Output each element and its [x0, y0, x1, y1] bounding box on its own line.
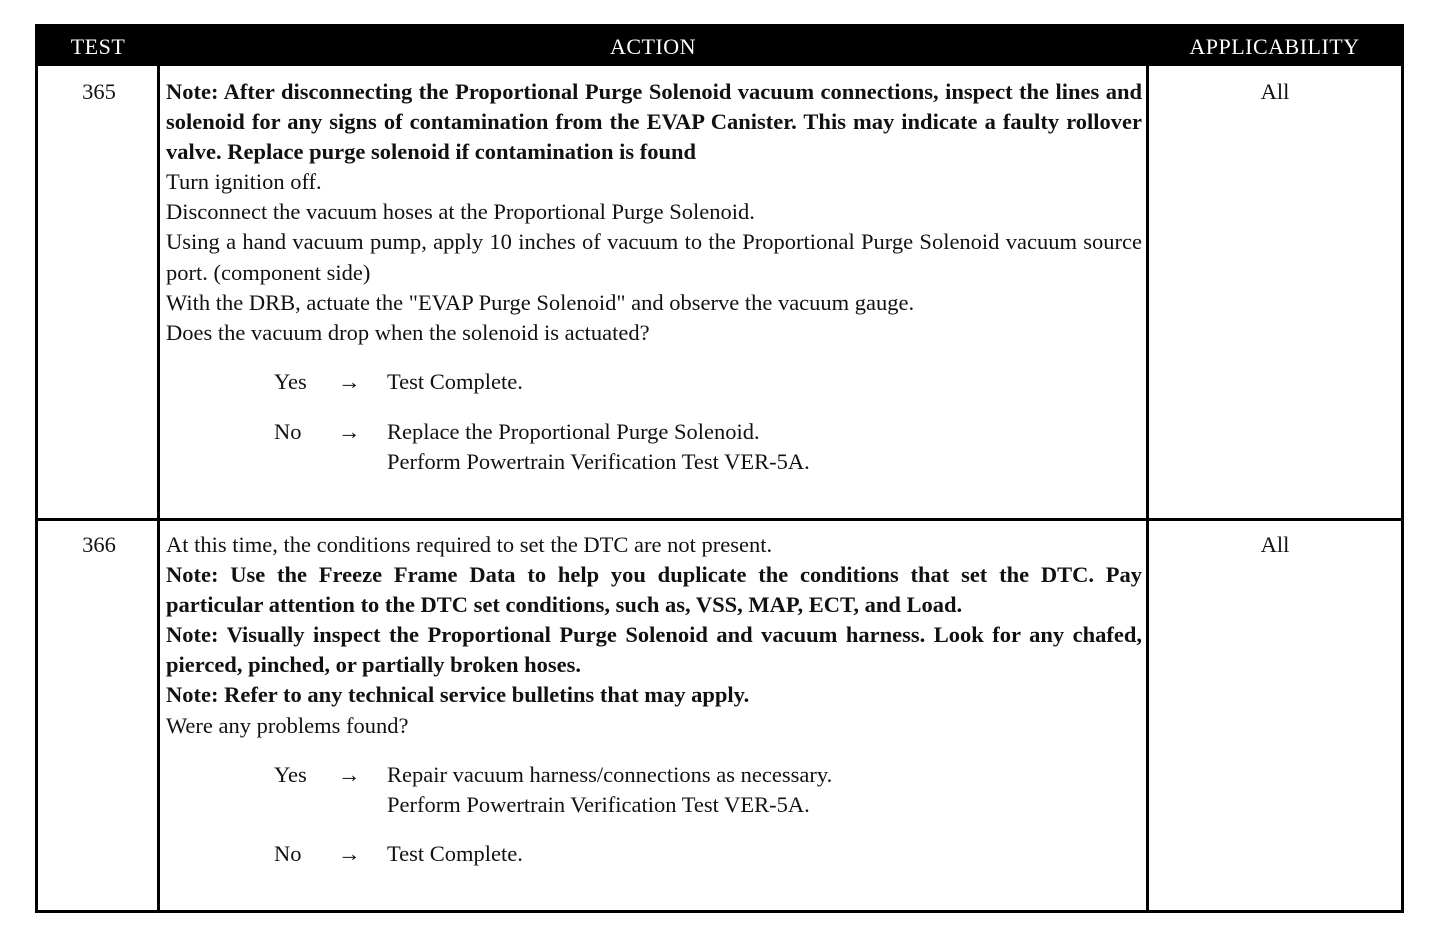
row-divider: [38, 518, 1401, 521]
applicability-value: All: [1260, 532, 1290, 557]
no-branch: [166, 839, 1142, 869]
arrow-right-icon: →: [338, 840, 361, 866]
yes-branch: [166, 760, 1142, 790]
note-bold: Note: Visually inspect the Proportional Purge Solenoid and vacuum harness. Look for any chafed, pierced, pinched, or partially broken hoses.: [166, 622, 1142, 678]
yes-branch: [166, 367, 1142, 397]
yes-result-continued: Perform Powertrain Verification Test VER-5A.: [387, 791, 810, 817]
header-applicability: APPLICABILITY: [1189, 34, 1360, 59]
note-bold: Note: After disconnecting the Proportional Purge Solenoid vacuum connections, inspect the lines and solenoid for any signs of contamination from the EVAP Canister. This may indicate a faulty rollover valve. Replace purge solenoid if contamination is found: [166, 79, 1142, 165]
header-action: ACTION: [609, 34, 697, 59]
yes-result: Test Complete.: [387, 368, 523, 394]
step: Turn ignition off.: [166, 169, 322, 195]
step: Disconnect the vacuum hoses at the Proportional Purge Solenoid.: [166, 199, 755, 225]
test-number: 366: [82, 532, 116, 557]
question: Were any problems found?: [166, 712, 409, 738]
no-branch: [166, 417, 1142, 447]
no-label: No: [274, 840, 302, 866]
no-result-continued: Perform Powertrain Verification Test VER-5A.: [387, 448, 810, 474]
yes-label: Yes: [274, 368, 307, 394]
diagnostic-test-table: [35, 24, 1404, 913]
yes-result: Repair vacuum harness/connections as necessary.: [387, 761, 833, 787]
column-divider: [157, 66, 160, 910]
note-bold: Note: Refer to any technical service bulletins that may apply.: [166, 682, 750, 708]
arrow-right-icon: →: [338, 761, 361, 787]
no-result: Test Complete.: [387, 840, 523, 866]
step: With the DRB, actuate the "EVAP Purge Solenoid" and observe the vacuum gauge.: [166, 289, 915, 315]
header-test: TEST: [70, 34, 126, 59]
note-bold: Note: Use the Freeze Frame Data to help you duplicate the conditions that set the DTC. Pay particular attention to the DTC set conditions, such as, VSS, MAP, ECT, and Load.: [166, 562, 1142, 618]
table-header: [38, 27, 1401, 66]
column-divider: [1146, 66, 1149, 910]
no-result: Replace the Proportional Purge Solenoid.: [387, 418, 760, 444]
yes-label: Yes: [274, 761, 307, 787]
question: Does the vacuum drop when the solenoid is actuated?: [166, 319, 650, 345]
arrow-right-icon: →: [338, 368, 361, 394]
applicability-value: All: [1260, 79, 1290, 104]
step: Using a hand vacuum pump, apply 10 inches of vacuum to the Proportional Purge Solenoid vacuum source port. (component side): [166, 229, 1142, 285]
action-cell: [166, 77, 1142, 477]
arrow-right-icon: →: [338, 418, 361, 444]
action-cell: [166, 530, 1142, 869]
no-label: No: [274, 418, 302, 444]
test-number: 365: [82, 79, 116, 104]
intro-text: At this time, the conditions required to set the DTC are not present.: [166, 532, 773, 557]
